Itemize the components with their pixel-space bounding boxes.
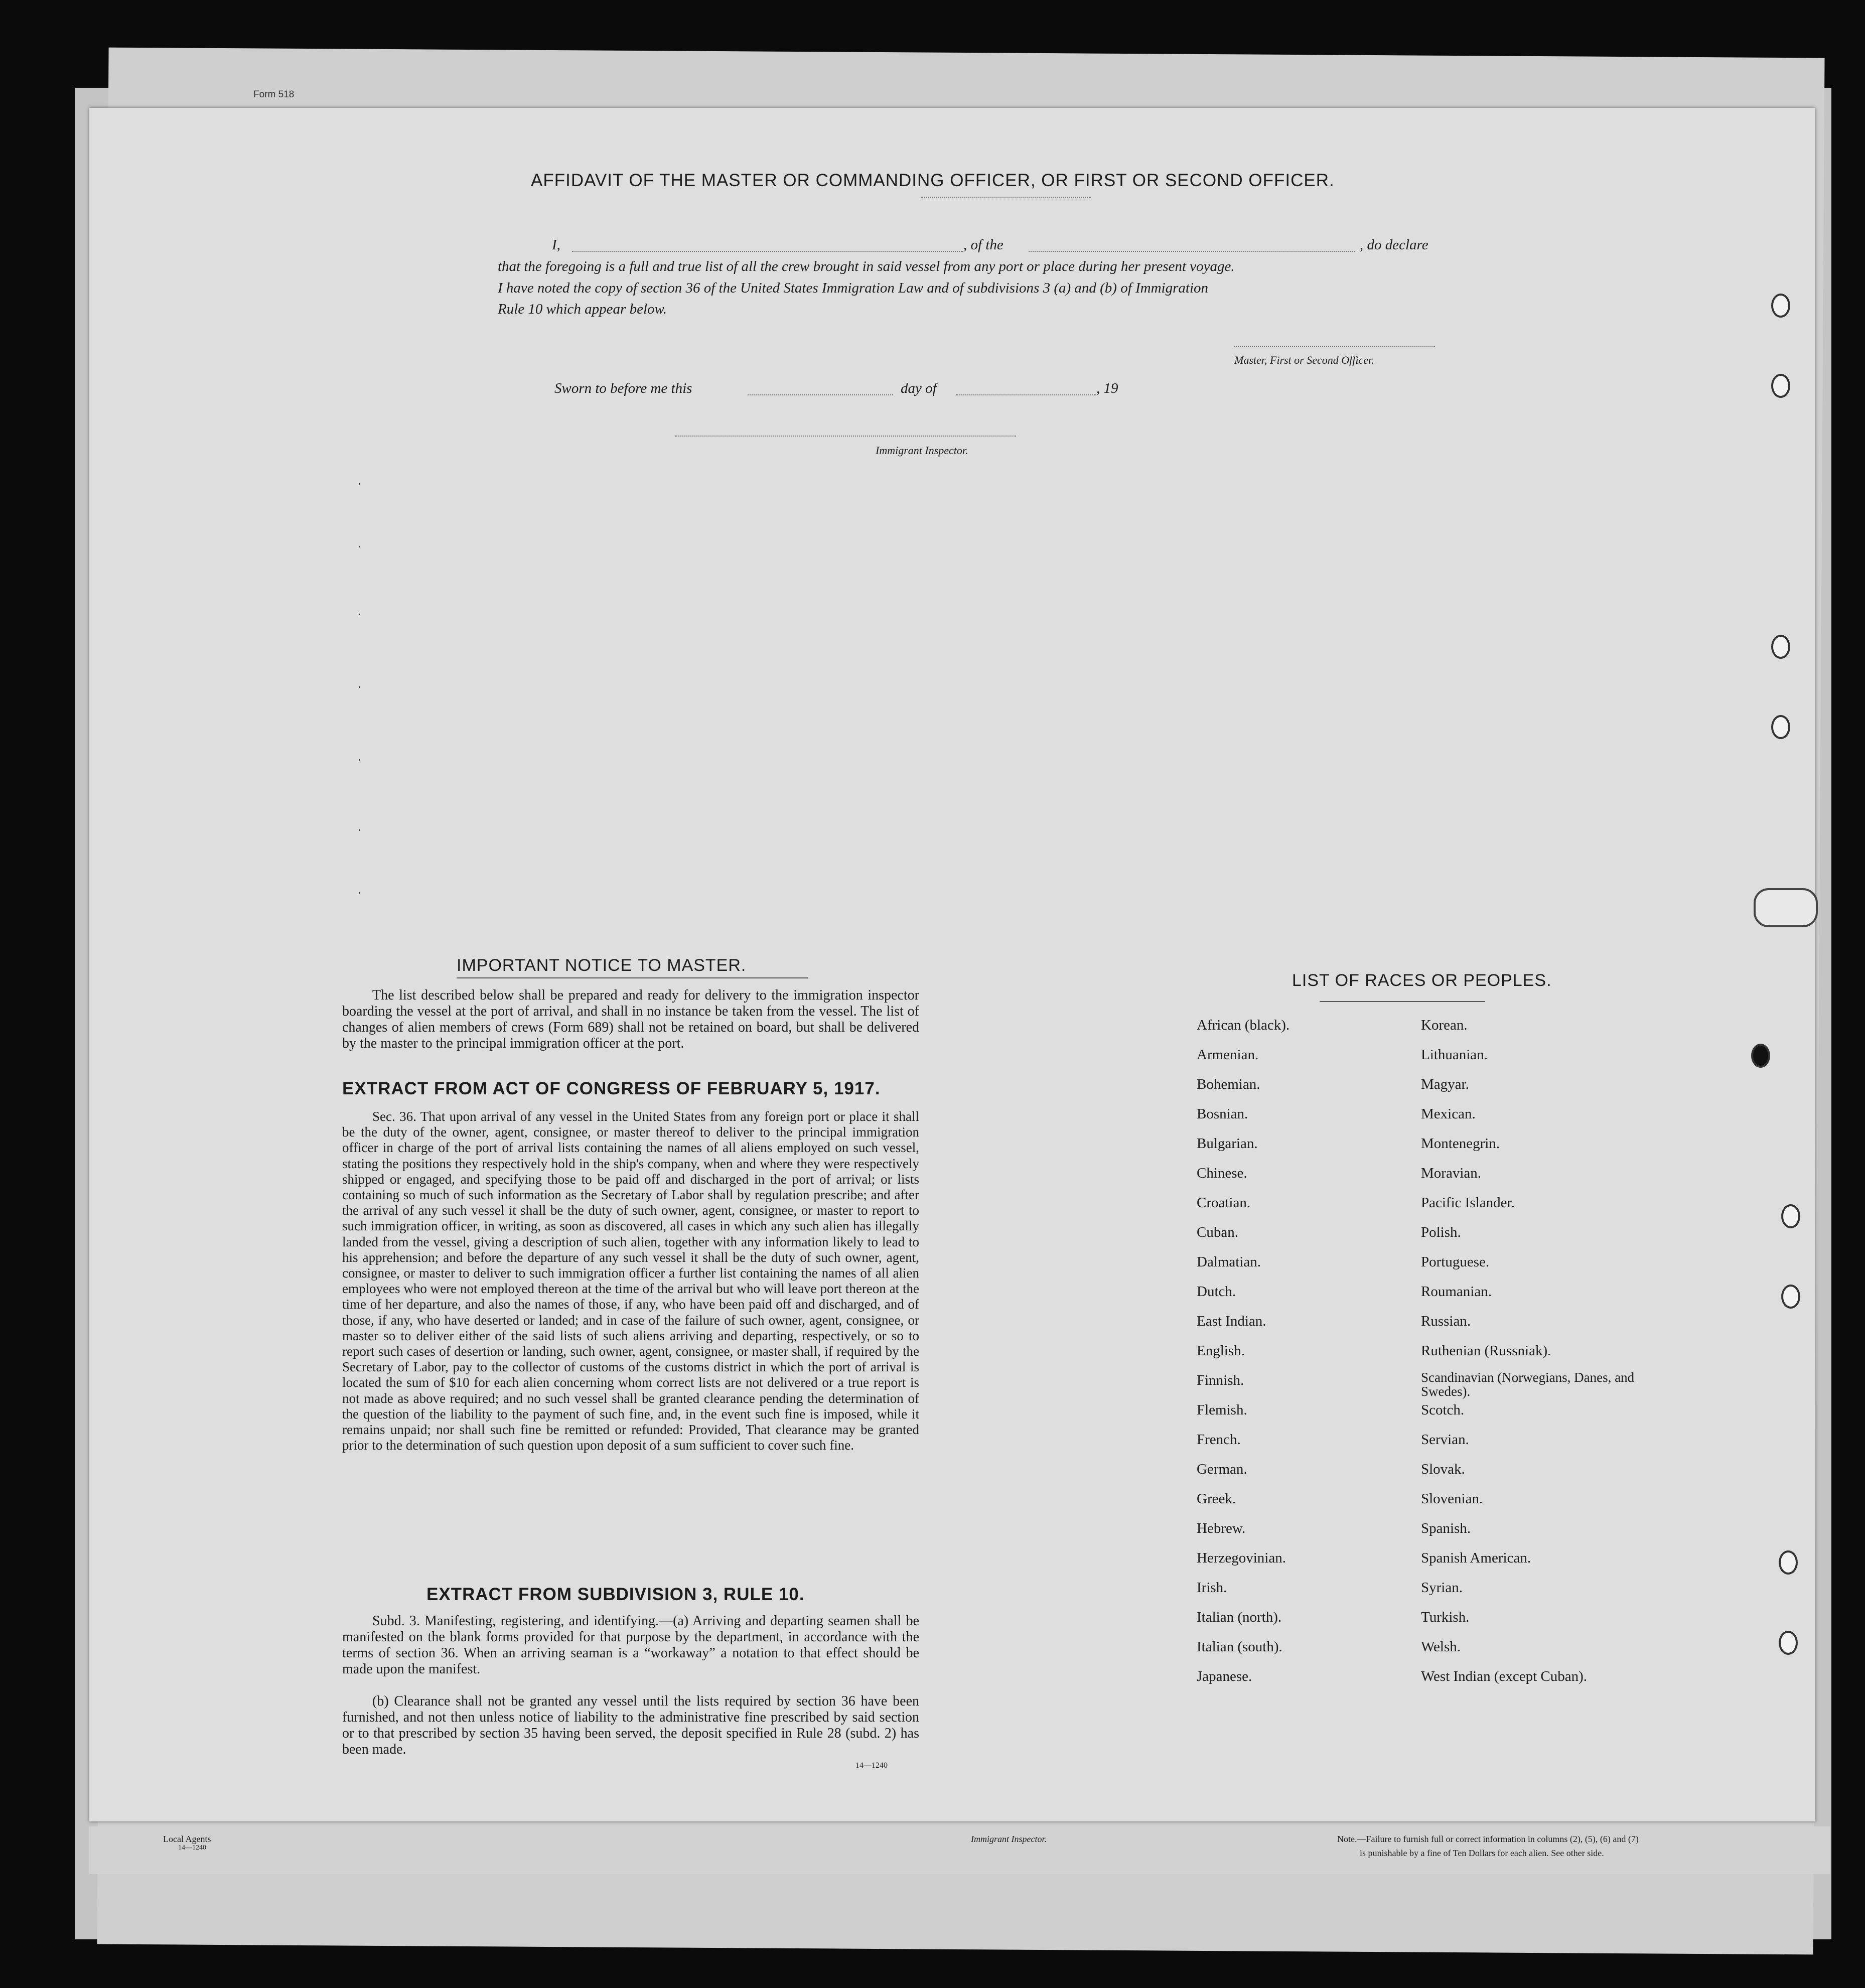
race-item: Chinese.	[1197, 1165, 1247, 1181]
race-item: Polish.	[1421, 1224, 1461, 1240]
year-text: , 19	[1096, 380, 1118, 396]
act-extract-text: Sec. 36. That upon arrival of any vessel in the United States from any foreign port or place it shall be the duty of the owner, agent, consignee, or master thereof to deliver to the principal immigration officer in charge of the port of arrival lists containing the names of all aliens employed on such vessel, stating the positions they respectively hold in the ship's company, when and where they were respectively shipped or engaged, and specifying those to be paid off and discharged in the port of arrival; or lists containing so much of such information as the Secretary of Labor shall by regulation prescribe; and after the arrival of any such vessel it shall be the duty of such owner, agent, consignee, or master to report to such immigration officer, in writing, as soon as discovered, all cases in which any such alien has illegally landed from the vessel, giving a description of such alien, together with any information likely to lead to his apprehension; and before the departure of any such vessel it shall be the duty of such owner, agent, consignee, or master to deliver to such immigration officer a further list containing the names of all alien employees who were not employed thereon at the time of the arrival but who will leave port thereon at the time of her departure, and also the names of those, if any, who have been paid off and discharged, and of those, if any, who have deserted or landed; and in case of the failure of such owner, agent, consignee, or master so to deliver either of the said lists of such aliens arriving and departing, respectively, or so to report such cases of desertion or landing, such owner, agent, consignee, or master shall, if required by the Secretary of Labor, pay to the collector of customs of the customs district in which the port of arrival is located the sum of $10 for each alien concerning whom correct lists are not delivered or a true report is not made as above required; and no such vessel shall be granted clearance pending the determination of the question of the liability to the payment of such fine, and, in the event such fine is imposed, while it remains unpaid; nor shall such fine be remitted or refunded: Provided, That clearance may be granted prior to the determination of such question upon deposit of a sum sufficient to cover such fine.	[342, 1109, 919, 1453]
master-label: Master, First or Second Officer.	[1234, 354, 1374, 366]
signature-blank	[1234, 346, 1435, 347]
race-item: Bohemian.	[1197, 1076, 1260, 1092]
margin-dot: ·	[357, 753, 362, 767]
race-item: Cuban.	[1197, 1224, 1238, 1240]
race-item: Bulgarian.	[1197, 1135, 1258, 1152]
affidavit-title: AFFIDAVIT OF THE MASTER OR COMMANDING OFFICER, OR FIRST OR SECOND OFFICER.	[531, 171, 1335, 190]
race-item: Finnish.	[1197, 1372, 1244, 1388]
day-blank	[748, 394, 893, 395]
notice-rule	[457, 977, 808, 978]
race-item: Moravian.	[1421, 1165, 1481, 1181]
race-item: Herzegovinian.	[1197, 1550, 1286, 1566]
binder-hole	[1771, 374, 1790, 398]
margin-dot: ·	[357, 539, 362, 554]
affidavit-line-2: that the foregoing is a full and true list of all the crew brought in said vessel from any port or place during her present voyage.	[498, 258, 1235, 274]
notice-text: The list described below shall be prepared and ready for delivery to the immigration inspector boarding the vessel at the port of arrival, and shall in no instance be taken from the vessel. The list of changes of alien members of crews (Form 689) shall not be retained on board, but shall be delivered by the master to the principal immigration officer at the port.	[342, 987, 919, 1051]
race-item: African (black).	[1197, 1017, 1290, 1033]
inspector-label: Immigrant Inspector.	[876, 444, 968, 457]
paper-clip	[1754, 888, 1818, 927]
margin-dot: ·	[357, 823, 362, 837]
race-item: Irish.	[1197, 1580, 1227, 1596]
race-item: Croatian.	[1197, 1195, 1251, 1211]
affidavit-line-4: Rule 10 which appear below.	[498, 301, 667, 317]
affidavit-i: I,	[552, 237, 560, 253]
footer-inspector-label: Immigrant Inspector.	[971, 1834, 1047, 1844]
race-item: Roumanian.	[1421, 1284, 1492, 1300]
print-code: 14—1240	[855, 1761, 888, 1770]
name-blank	[572, 251, 963, 252]
race-item: Japanese.	[1197, 1668, 1252, 1684]
rule-para-b: (b) Clearance shall not be granted any vessel until the lists required by section 36 have been furnished, and not then unless notice of liability to the administrative fine prescribed by said section or to that prescribed by section 35 having been served, the deposit specified in Rule 28 (subd. 2) has been made.	[342, 1693, 919, 1757]
race-item: Lithuanian.	[1421, 1047, 1488, 1063]
binder-hole	[1779, 1550, 1798, 1575]
binder-hole	[1771, 294, 1790, 318]
race-item: Ruthenian (Russniak).	[1421, 1343, 1551, 1359]
rule-extract-title: EXTRACT FROM SUBDIVISION 3, RULE 10.	[426, 1585, 805, 1604]
footer-note-line-2: is punishable by a fine of Ten Dollars for each alien. See other side.	[1360, 1848, 1604, 1858]
race-item: Hebrew.	[1197, 1520, 1246, 1536]
affidavit-do-declare: , do declare	[1360, 237, 1428, 253]
race-item: Slovak.	[1421, 1461, 1465, 1477]
race-item: Montenegrin.	[1421, 1135, 1500, 1152]
race-item: Pacific Islander.	[1421, 1195, 1515, 1211]
race-item: Spanish American.	[1421, 1550, 1531, 1566]
race-item: Turkish.	[1421, 1609, 1470, 1625]
notice-title: IMPORTANT NOTICE TO MASTER.	[457, 956, 747, 975]
sworn-text: Sworn to before me this	[554, 380, 692, 396]
race-item: Korean.	[1421, 1017, 1468, 1033]
race-item: German.	[1197, 1461, 1247, 1477]
race-item: Slovenian.	[1421, 1491, 1483, 1507]
rule-para-a: Subd. 3. Manifesting, registering, and identifying.—(a) Arriving and departing seamen shall be manifested on the blank forms provided for that purpose by the department, in accordance with the terms of section 36. When an arriving seaman is a “workaway” a notation to that effect should be made upon the manifest.	[342, 1613, 919, 1677]
race-item: East Indian.	[1197, 1313, 1266, 1329]
race-item: Spanish.	[1421, 1520, 1471, 1536]
race-item: Italian (north).	[1197, 1609, 1282, 1625]
race-item: Greek.	[1197, 1491, 1236, 1507]
race-item: Dutch.	[1197, 1284, 1236, 1300]
race-item: Armenian.	[1197, 1047, 1259, 1063]
race-item: Scandinavian (Norwegians, Danes, and Swedes).	[1421, 1370, 1635, 1399]
local-agents-label: Local Agents	[163, 1834, 211, 1844]
race-item: Portuguese.	[1421, 1254, 1490, 1270]
margin-dot: ·	[357, 886, 362, 900]
race-item: Russian.	[1421, 1313, 1471, 1329]
binder-hole	[1751, 1044, 1770, 1068]
local-agents-code: 14—1240	[178, 1844, 206, 1852]
race-item: West Indian (except Cuban).	[1421, 1668, 1588, 1684]
races-title: LIST OF RACES OR PEOPLES.	[1292, 971, 1552, 990]
title-underline	[921, 197, 1091, 198]
race-item: English.	[1197, 1343, 1245, 1359]
affidavit-line-3: I have noted the copy of section 36 of the United States Immigration Law and of subdivisions 3 (a) and (b) of Immigration	[498, 280, 1209, 296]
race-item: Syrian.	[1421, 1580, 1463, 1596]
form-number: Form 518	[253, 89, 295, 100]
footer-note-line-1: Note.—Failure to furnish full or correct information in columns (2), (5), (6) and (7)	[1337, 1834, 1639, 1844]
races-rule	[1320, 1001, 1485, 1002]
race-item: Welsh.	[1421, 1639, 1461, 1655]
margin-dot: ·	[357, 477, 362, 491]
race-item: Italian (south).	[1197, 1639, 1282, 1655]
race-item: French.	[1197, 1432, 1241, 1448]
race-item: Dalmatian.	[1197, 1254, 1261, 1270]
race-item: Scotch.	[1421, 1402, 1465, 1418]
race-item: Flemish.	[1197, 1402, 1247, 1418]
binder-hole	[1779, 1631, 1798, 1655]
margin-dot: ·	[357, 607, 362, 622]
race-item: Bosnian.	[1197, 1106, 1248, 1122]
month-blank	[956, 394, 1096, 395]
binder-hole	[1781, 1204, 1800, 1228]
act-extract-title: EXTRACT FROM ACT OF CONGRESS OF FEBRUARY 5, 1917.	[342, 1079, 881, 1098]
race-item: Mexican.	[1421, 1106, 1476, 1122]
race-item: Servian.	[1421, 1432, 1469, 1448]
margin-dot: ·	[357, 680, 362, 694]
document-page	[89, 108, 1815, 1821]
affidavit-of-the: , of the	[963, 237, 1003, 253]
race-item: Magyar.	[1421, 1076, 1469, 1092]
binder-hole	[1781, 1285, 1800, 1309]
day-of-text: day of	[901, 380, 937, 396]
vessel-blank	[1029, 251, 1355, 252]
binder-hole	[1771, 715, 1790, 739]
inspector-signature-blank	[675, 436, 1016, 437]
binder-hole	[1771, 635, 1790, 659]
